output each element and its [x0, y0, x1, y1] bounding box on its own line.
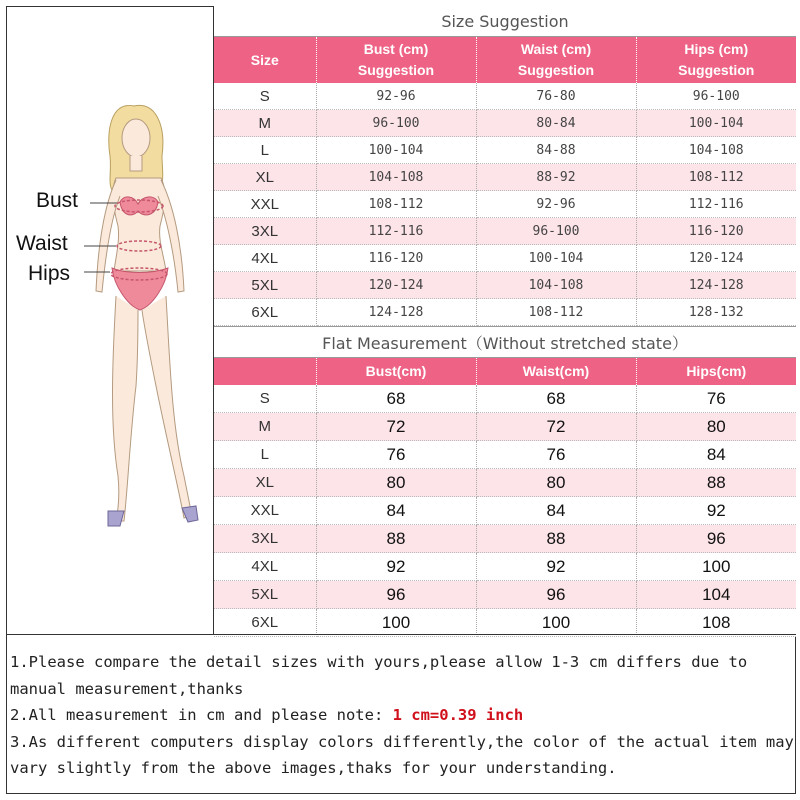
suggestion-cell-bust: 112-116	[316, 218, 476, 245]
suggestion-cell-waist: 100-104	[476, 245, 636, 272]
flat-cell-hips: 108	[636, 609, 796, 637]
bust-label: Bust	[36, 189, 79, 212]
flat-cell-waist: 100	[476, 609, 636, 637]
table-row	[214, 191, 796, 218]
suggestion-cell-waist: 84-88	[476, 137, 636, 164]
suggestion-cell-size: 3XL	[214, 218, 316, 245]
flat-cell-waist: 84	[476, 497, 636, 525]
flat-cell-hips: 84	[636, 441, 796, 469]
suggestion-cell-hips: 128-132	[636, 299, 796, 326]
flat-cell-size: XL	[214, 469, 316, 497]
flat-cell-waist: 92	[476, 553, 636, 581]
table-row	[214, 164, 796, 191]
flat-cell-hips: 88	[636, 469, 796, 497]
suggestion-cell-hips: 116-120	[636, 218, 796, 245]
suggestion-cell-hips: 104-108	[636, 137, 796, 164]
table-row	[214, 272, 796, 299]
suggestion-cell-hips: 100-104	[636, 110, 796, 137]
flat-measurement-header-row	[214, 358, 796, 386]
flat-cell-size: M	[214, 413, 316, 441]
table-row	[214, 497, 796, 525]
suggestion-cell-bust: 124-128	[316, 299, 476, 326]
suggestion-cell-bust: 116-120	[316, 245, 476, 272]
flat-cell-hips: 96	[636, 525, 796, 553]
table-row	[214, 245, 796, 272]
size-tables	[214, 6, 796, 637]
flat-header-size	[214, 358, 316, 386]
flat-cell-waist: 76	[476, 441, 636, 469]
table-row	[214, 83, 796, 110]
flat-cell-bust: 68	[316, 385, 476, 413]
suggestion-header-bust: Bust (cm) Suggestion	[316, 37, 476, 84]
size-suggestion-title: Size Suggestion	[214, 6, 796, 37]
flat-header-hips: Hips(cm)	[636, 358, 796, 386]
flat-cell-hips: 100	[636, 553, 796, 581]
suggestion-cell-waist: 104-108	[476, 272, 636, 299]
note-1: 1.Please compare the detail sizes with yours,please allow 1-3 cm differs due to manual measurement,thanks	[10, 653, 748, 698]
suggestion-header-waist: Waist (cm) Suggestion	[476, 37, 636, 84]
notes-section	[6, 634, 796, 794]
size-suggestion-table	[214, 6, 796, 326]
suggestion-cell-waist: 108-112	[476, 299, 636, 326]
flat-cell-bust: 100	[316, 609, 476, 637]
size-suggestion-body	[214, 83, 796, 326]
suggestion-cell-hips: 108-112	[636, 164, 796, 191]
table-row	[214, 110, 796, 137]
flat-cell-hips: 92	[636, 497, 796, 525]
flat-header-waist: Waist(cm)	[476, 358, 636, 386]
flat-cell-size: S	[214, 385, 316, 413]
suggestion-header-hips: Hips (cm) Suggestion	[636, 37, 796, 84]
suggestion-cell-bust: 100-104	[316, 137, 476, 164]
flat-cell-waist: 72	[476, 413, 636, 441]
suggestion-cell-waist: 76-80	[476, 83, 636, 110]
hips-label: Hips	[28, 262, 71, 285]
flat-cell-waist: 96	[476, 581, 636, 609]
suggestion-cell-waist: 92-96	[476, 191, 636, 218]
suggestion-cell-size: XXL	[214, 191, 316, 218]
flat-cell-size: L	[214, 441, 316, 469]
flat-cell-size: 6XL	[214, 609, 316, 637]
suggestion-cell-bust: 96-100	[316, 110, 476, 137]
note-2	[10, 702, 796, 729]
suggestion-cell-waist: 96-100	[476, 218, 636, 245]
table-row	[214, 581, 796, 609]
flat-cell-bust: 96	[316, 581, 476, 609]
flat-cell-waist: 88	[476, 525, 636, 553]
table-row	[214, 553, 796, 581]
suggestion-cell-bust: 92-96	[316, 83, 476, 110]
flat-cell-hips: 80	[636, 413, 796, 441]
suggestion-cell-size: S	[214, 83, 316, 110]
flat-measurement-body	[214, 385, 796, 637]
suggestion-cell-waist: 88-92	[476, 164, 636, 191]
suggestion-cell-hips: 112-116	[636, 191, 796, 218]
flat-cell-waist: 80	[476, 469, 636, 497]
suggestion-cell-bust: 120-124	[316, 272, 476, 299]
flat-cell-hips: 76	[636, 385, 796, 413]
table-row	[214, 413, 796, 441]
table-row	[214, 137, 796, 164]
suggestion-cell-bust: 108-112	[316, 191, 476, 218]
suggestion-header-size: Size	[214, 37, 316, 84]
model-illustration	[6, 6, 214, 634]
suggestion-cell-hips: 120-124	[636, 245, 796, 272]
flat-cell-bust: 84	[316, 497, 476, 525]
flat-cell-size: 3XL	[214, 525, 316, 553]
conversion-highlight: 1 cm=0.39 inch	[392, 706, 524, 724]
flat-cell-waist: 68	[476, 385, 636, 413]
flat-cell-size: 4XL	[214, 553, 316, 581]
size-suggestion-header-row	[214, 37, 796, 84]
flat-cell-size: 5XL	[214, 581, 316, 609]
flat-cell-bust: 76	[316, 441, 476, 469]
table-row	[214, 218, 796, 245]
note-3: 3.As different computers display colors differently,the color of the actual item may vary slightly from the above images,thaks for your understanding.	[10, 732, 794, 777]
flat-cell-size: XXL	[214, 497, 316, 525]
model-figure-panel	[6, 6, 214, 634]
suggestion-cell-bust: 104-108	[316, 164, 476, 191]
flat-measurement-table	[214, 326, 796, 637]
table-row	[214, 525, 796, 553]
suggestion-cell-hips: 124-128	[636, 272, 796, 299]
suggestion-cell-waist: 80-84	[476, 110, 636, 137]
suggestion-cell-hips: 96-100	[636, 83, 796, 110]
flat-cell-hips: 104	[636, 581, 796, 609]
suggestion-cell-size: M	[214, 110, 316, 137]
table-row	[214, 469, 796, 497]
table-row	[214, 299, 796, 326]
flat-header-bust: Bust(cm)	[316, 358, 476, 386]
waist-label: Waist	[16, 232, 68, 255]
suggestion-cell-size: 5XL	[214, 272, 316, 299]
table-row	[214, 441, 796, 469]
flat-cell-bust: 88	[316, 525, 476, 553]
note-2-text: 2.All measurement in cm and please note:	[10, 706, 393, 724]
flat-measurement-title: Flat Measurement（Without stretched state）	[214, 327, 796, 358]
suggestion-cell-size: XL	[214, 164, 316, 191]
table-row	[214, 609, 796, 637]
suggestion-cell-size: L	[214, 137, 316, 164]
flat-cell-bust: 80	[316, 469, 476, 497]
suggestion-cell-size: 6XL	[214, 299, 316, 326]
suggestion-cell-size: 4XL	[214, 245, 316, 272]
flat-cell-bust: 92	[316, 553, 476, 581]
flat-cell-bust: 72	[316, 413, 476, 441]
table-row	[214, 385, 796, 413]
